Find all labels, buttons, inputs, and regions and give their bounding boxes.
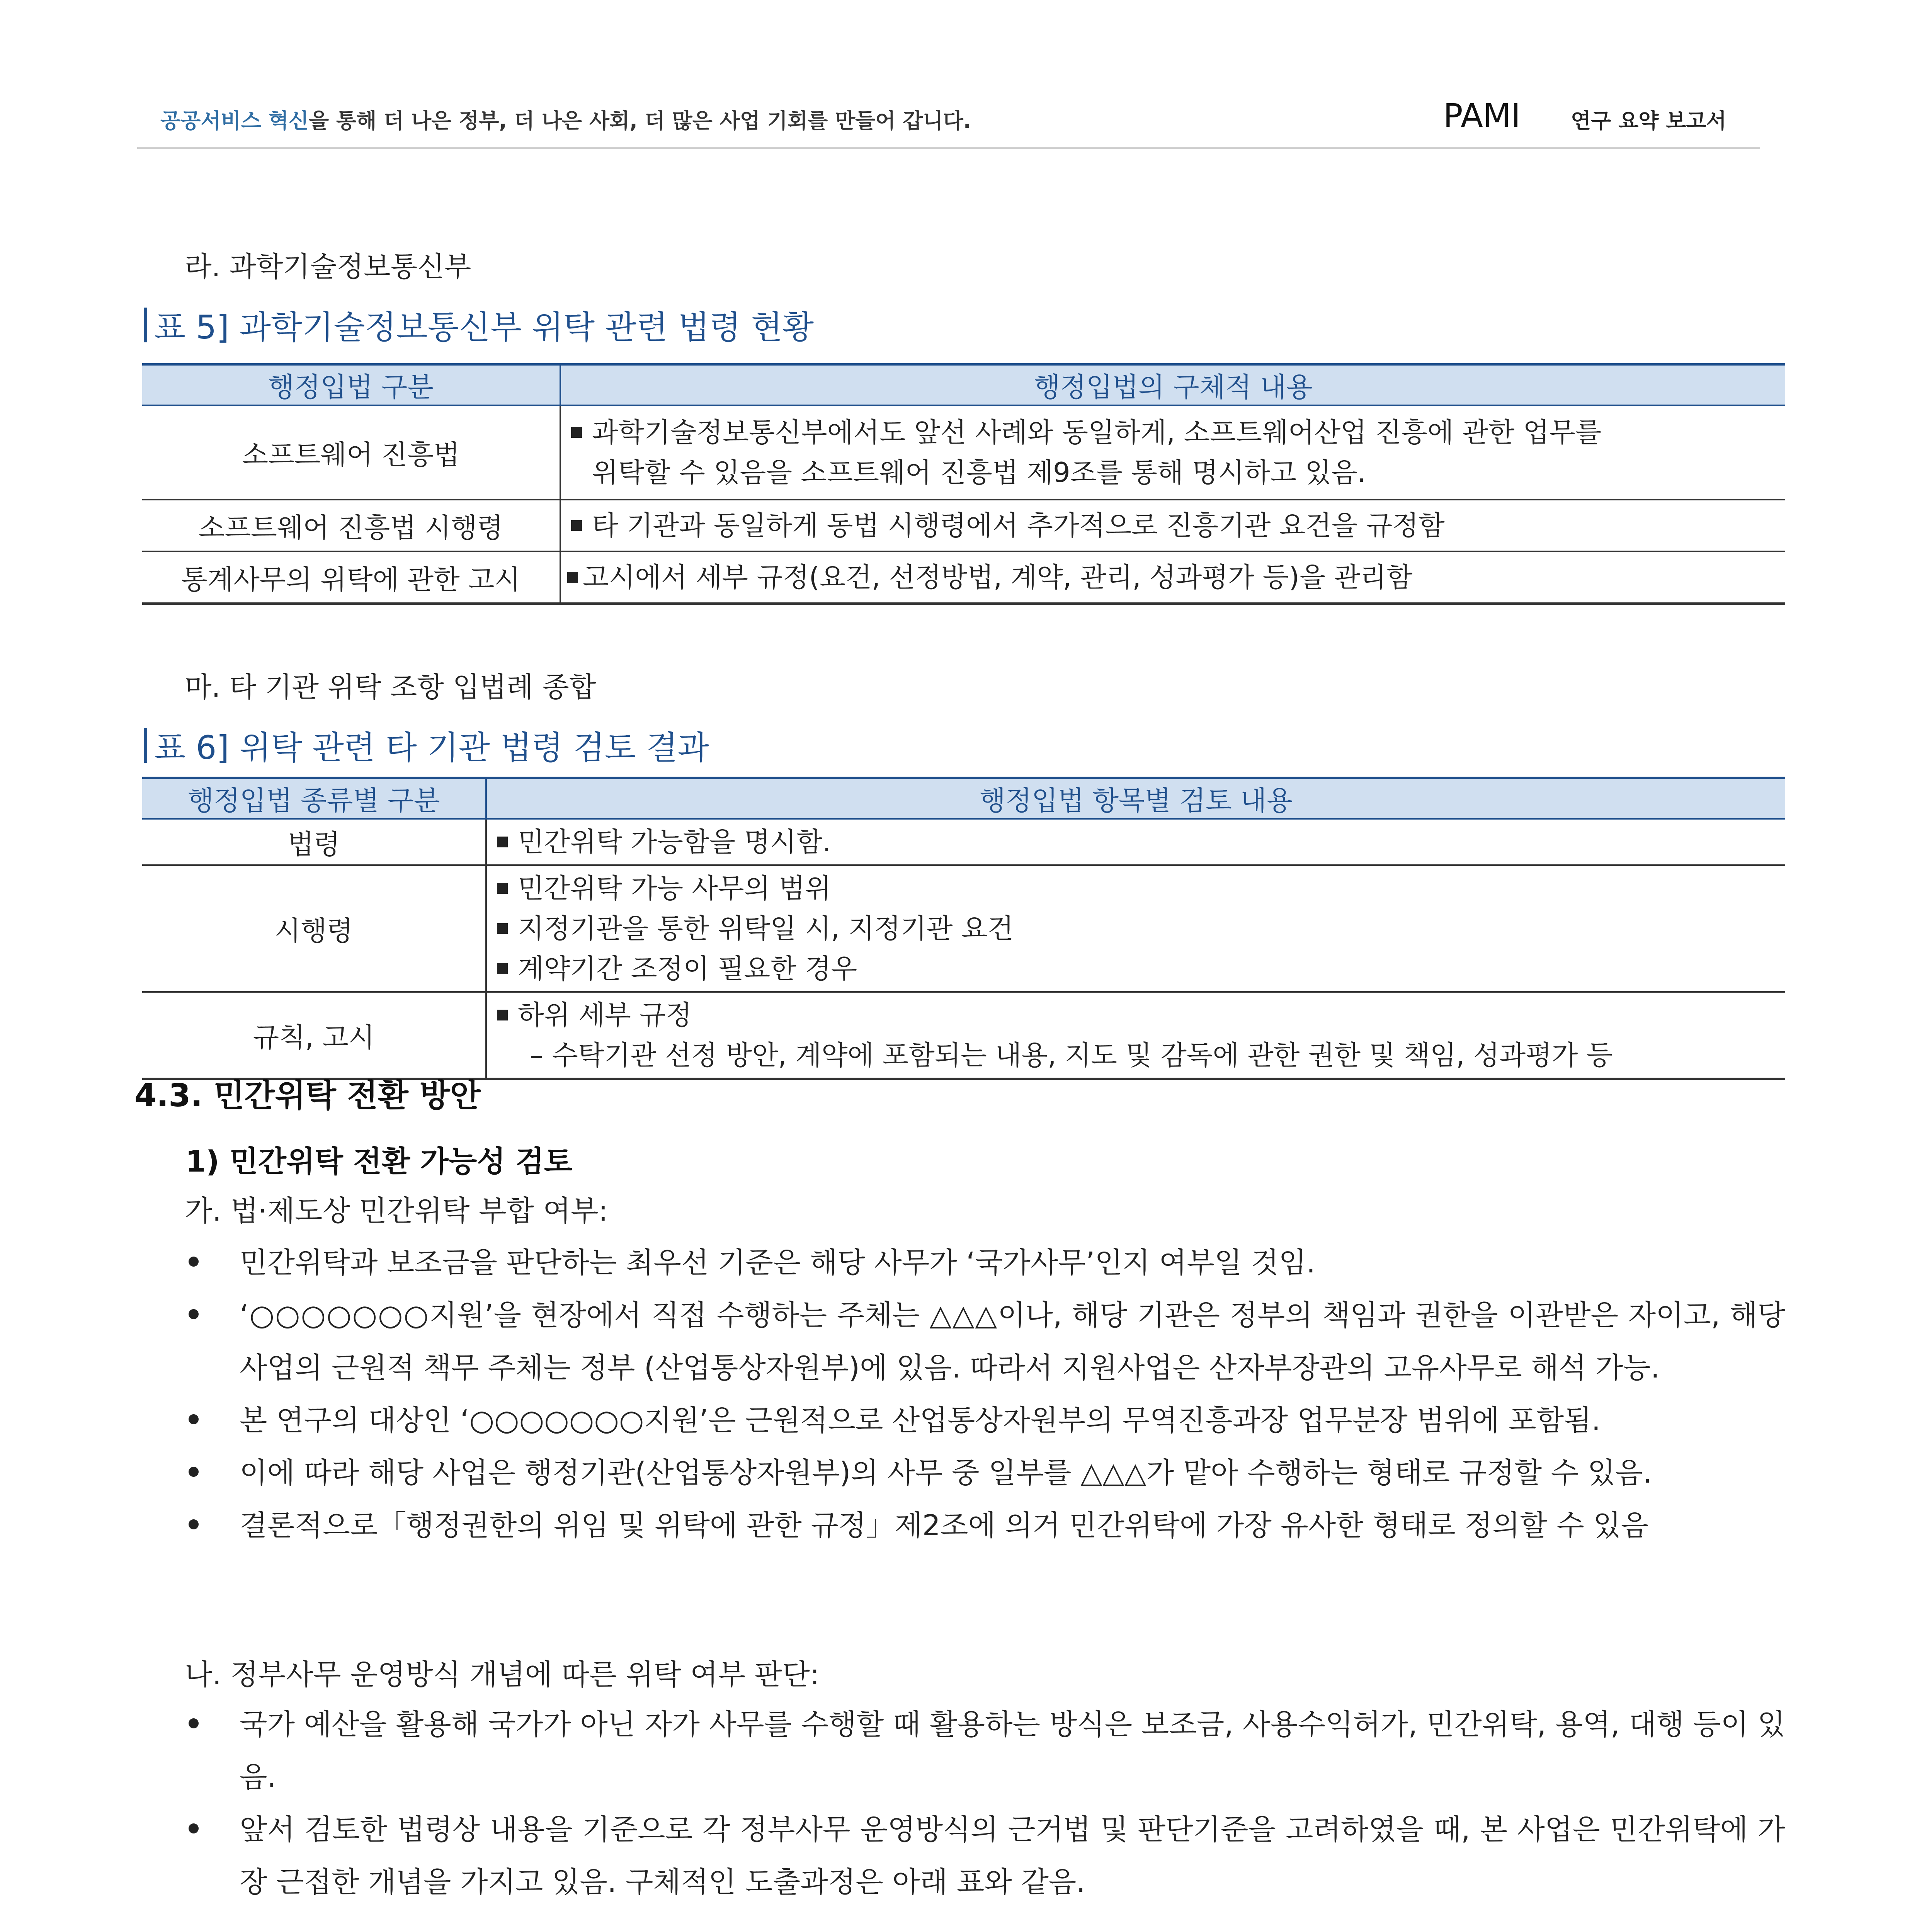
bullet-dot-icon bbox=[189, 1257, 199, 1267]
square-bullet-icon bbox=[497, 963, 508, 974]
table6-cell-content: 민간위탁 가능 사무의 범위 지정기관을 통한 위탁일 시, 지정기관 요건 계약기간 조정이 필요한 경우 bbox=[486, 865, 1785, 992]
table5 bbox=[142, 363, 1785, 605]
table5-row bbox=[142, 405, 1785, 500]
bullet-dot-icon bbox=[189, 1467, 199, 1477]
table6-cell-content: 하위 세부 규정 – 수탁기관 선정 방안, 계약에 포함되는 내용, 지도 및 감독에 관한 권한 및 책임, 성과평가 등 bbox=[486, 992, 1785, 1079]
part-ga-label: 가. 법·제도상 민간위탁 부합 여부: bbox=[185, 1194, 608, 1228]
table5-row bbox=[142, 551, 1785, 604]
table6-caption: 표 6] 위탁 관련 타 기관 법령 검토 결과 bbox=[144, 722, 709, 769]
caption-bar bbox=[144, 308, 147, 342]
table6-header-category: 행정입법 종류별 구분 bbox=[142, 778, 486, 819]
table6-row bbox=[142, 865, 1785, 992]
header-subtitle: 연구 요약 보고서 bbox=[1571, 109, 1726, 133]
bullet-dot-icon bbox=[189, 1718, 199, 1728]
table6-cell-category: 규칙, 고시 bbox=[142, 992, 486, 1079]
header-brand: PAMI bbox=[1443, 97, 1521, 134]
list-item: 결론적으로「행정권한의 위임 및 위탁에 관한 규정」제2조에 의거 민간위탁에 가장 유사한 형태로 정의할 수 있음 bbox=[182, 1499, 1785, 1552]
bullet-dot-icon bbox=[189, 1823, 199, 1833]
part-na-label: 나. 정부사무 운영방식 개념에 따른 위탁 여부 판단: bbox=[185, 1658, 820, 1691]
table6-cell-category: 시행령 bbox=[142, 865, 486, 992]
list-item: ‘○○○○○○○지원’을 현장에서 직접 수행하는 주체는 △△△이나, 해당 기관은 정부의 책임과 권한을 이관받은 자이고, 해당 사업의 근원적 책무 주체는 정부 (산업통상자원부)에 있음. 따라서 지원사업은 산자부장관의 고유사무로 해석 가능. bbox=[182, 1289, 1785, 1394]
table5-cell-content: 과학기술정보통신부에서도 앞선 사례와 동일하게, 소프트웨어산업 진흥에 관한 업무를 위탁할 수 있음을 소프트웨어 진흥법 제9조를 통해 명시하고 있음. bbox=[560, 405, 1785, 500]
table5-cell-content: 고시에서 세부 규정(요건, 선정방법, 계약, 관리, 성과평가 등)을 관리함 bbox=[560, 551, 1785, 604]
caption-bar bbox=[144, 728, 147, 763]
page-header bbox=[137, 93, 1760, 149]
bullet-dot-icon bbox=[189, 1519, 199, 1529]
list-item: 민간위탁과 보조금을 판단하는 최우선 기준은 해당 사무가 ‘국가사무’인지 여부일 것임. bbox=[182, 1236, 1785, 1289]
section-ma-label: 마. 타 기관 위탁 조항 입법례 종합 bbox=[185, 671, 596, 703]
section-43-heading: 4.3. 민간위탁 전환 방안 bbox=[134, 1077, 481, 1114]
square-bullet-icon bbox=[571, 520, 582, 531]
header-tagline: 공공서비스 혁신을 통해 더 나은 정부, 더 나은 사회, 더 많은 사업 기회를 만들어 갑니다. bbox=[160, 109, 971, 133]
table6-cell-category: 법령 bbox=[142, 819, 486, 865]
square-bullet-icon bbox=[571, 427, 582, 438]
table5-cell-category: 소프트웨어 진흥법 시행령 bbox=[142, 500, 560, 551]
list-item: 본 연구의 대상인 ‘○○○○○○○지원’은 근원적으로 산업통상자원부의 무역진흥과장 업무분장 범위에 포함됨. bbox=[182, 1394, 1785, 1447]
bullet-dot-icon bbox=[189, 1309, 199, 1319]
part-ga-bullet-list bbox=[182, 1236, 1785, 1552]
table6-header-content: 행정입법 항목별 검토 내용 bbox=[486, 778, 1785, 819]
square-bullet-icon bbox=[497, 1010, 508, 1020]
table6 bbox=[142, 777, 1785, 1080]
list-item: 이에 따라 해당 사업은 행정기관(산업통상자원부)의 사무 중 일부를 △△△가 맡아 수행하는 형태로 규정할 수 있음. bbox=[182, 1447, 1785, 1499]
table6-row bbox=[142, 819, 1785, 865]
square-bullet-icon bbox=[497, 923, 508, 934]
list-item: 국가 예산을 활용해 국가가 아닌 자가 사무를 수행할 때 활용하는 방식은 보조금, 사용수익허가, 민간위탁, 용역, 대행 등이 있음. bbox=[182, 1698, 1785, 1803]
table5-cell-content: 타 기관과 동일하게 동법 시행령에서 추가적으로 진흥기관 요건을 규정함 bbox=[560, 500, 1785, 551]
bullet-dot-icon bbox=[189, 1414, 199, 1424]
square-bullet-icon bbox=[567, 572, 578, 583]
table5-row bbox=[142, 500, 1785, 551]
table6-cell-content: 민간위탁 가능함을 명시함. bbox=[486, 819, 1785, 865]
table5-cell-category: 소프트웨어 진흥법 bbox=[142, 405, 560, 500]
table5-header-category: 행정입법 구분 bbox=[142, 364, 560, 405]
table5-header-content: 행정입법의 구체적 내용 bbox=[560, 364, 1785, 405]
section-43-subheading: 1) 민간위탁 전환 가능성 검토 bbox=[185, 1144, 573, 1179]
square-bullet-icon bbox=[497, 883, 508, 894]
table5-cell-category: 통계사무의 위탁에 관한 고시 bbox=[142, 551, 560, 604]
section-ra-label: 라. 과학기술정보통신부 bbox=[185, 250, 471, 283]
table6-row bbox=[142, 992, 1785, 1079]
square-bullet-icon bbox=[497, 837, 508, 847]
list-item: 앞서 검토한 법령상 내용을 기준으로 각 정부사무 운영방식의 근거법 및 판단기준을 고려하였을 때, 본 사업은 민간위탁에 가장 근접한 개념을 가지고 있음. 구체적인 도출과정은 아래 표와 같음. bbox=[182, 1803, 1785, 1908]
table5-caption: 표 5] 과학기술정보통신부 위탁 관련 법령 현황 bbox=[144, 301, 814, 348]
part-na-bullet-list bbox=[182, 1698, 1785, 1908]
